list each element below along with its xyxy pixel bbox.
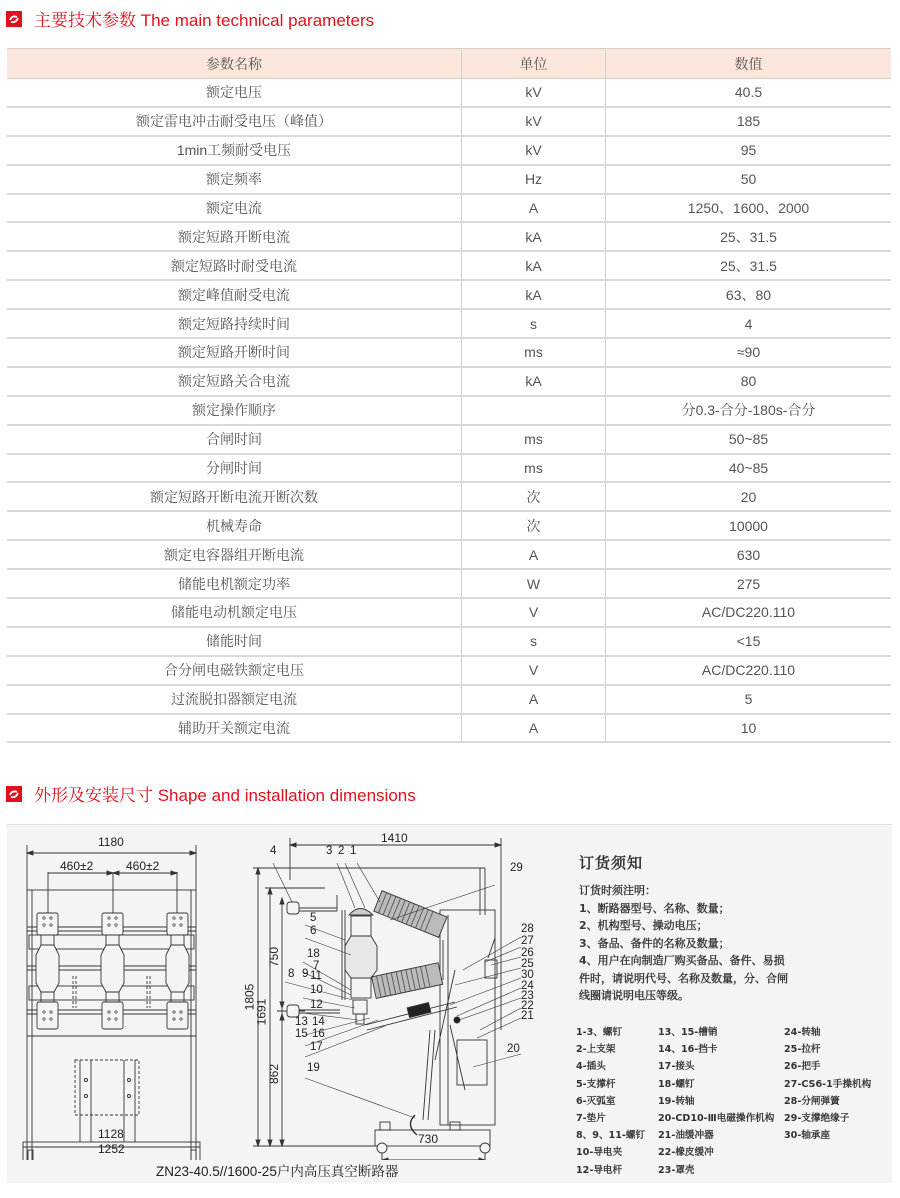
- section-marker-icon: [6, 11, 22, 27]
- param-unit-cell: kA: [462, 222, 606, 251]
- parts-legend-item: 18-螺钉: [658, 1078, 695, 1090]
- parts-legend-item: 7-垫片: [576, 1112, 606, 1124]
- column-header-unit: 单位: [462, 49, 606, 79]
- table-row: [7, 107, 891, 136]
- param-value-cell: 630: [606, 540, 892, 569]
- ordering-notes-title: 订货须知: [579, 854, 644, 872]
- table-row: [7, 454, 891, 483]
- param-unit-cell: A: [462, 194, 606, 223]
- param-value-cell: 4: [606, 309, 892, 338]
- param-value-cell: 分0.3-合分-180s-合分: [606, 396, 892, 425]
- param-name-cell: 额定短路时耐受电流: [7, 251, 462, 280]
- parts-legend-item: 19-转轴: [658, 1095, 695, 1107]
- table-row: [7, 338, 891, 367]
- param-value-cell: AC/DC220.110: [606, 656, 892, 685]
- table-row: [7, 685, 891, 714]
- param-unit-cell: kA: [462, 280, 606, 309]
- callout: 29: [510, 862, 523, 874]
- callout: 2: [338, 845, 345, 857]
- param-unit-cell: ms: [462, 454, 606, 483]
- table-row: [7, 251, 891, 280]
- callout: 21: [521, 1010, 534, 1022]
- dim-pole-spacing-right: 460±2: [126, 859, 160, 873]
- dim-depth: 1410: [381, 831, 408, 845]
- dim-height-total: 1805: [242, 983, 257, 1011]
- callout: 17: [310, 1041, 323, 1053]
- param-value-cell: ≈90: [606, 338, 892, 367]
- table-row: [7, 165, 891, 194]
- parts-legend-item: 6-灭弧室: [576, 1095, 616, 1107]
- param-value-cell: AC/DC220.110: [606, 598, 892, 627]
- dim-wheel-base: 730: [418, 1132, 439, 1146]
- callout: 19: [307, 1062, 320, 1074]
- param-unit-cell: kV: [462, 79, 606, 107]
- parts-legend-item: 30-轴承座: [784, 1130, 831, 1142]
- parts-legend-item: 21-油缓冲器: [658, 1130, 714, 1142]
- param-value-cell: 25、31.5: [606, 251, 892, 280]
- table-row: [7, 309, 891, 338]
- column-header-name: 参数名称: [7, 49, 462, 79]
- callout: 22: [521, 1000, 534, 1012]
- param-name-cell: 额定短路开断电流开断次数: [7, 482, 462, 511]
- param-value-cell: <15: [606, 627, 892, 656]
- param-value-cell: 25、31.5: [606, 222, 892, 251]
- param-name-cell: 额定频率: [7, 165, 462, 194]
- parts-legend-column: [576, 1024, 645, 1179]
- param-unit-cell: kV: [462, 136, 606, 165]
- param-name-cell: 辅助开关额定电流: [7, 714, 462, 743]
- param-unit-cell: kA: [462, 367, 606, 396]
- param-name-cell: 额定短路开断电流: [7, 222, 462, 251]
- callout: 25: [521, 958, 534, 970]
- callout: 30: [521, 969, 534, 981]
- table-row: [7, 714, 891, 743]
- table-row: [7, 222, 891, 251]
- dim-terminal-spacing: 750: [267, 946, 282, 968]
- param-name-cell: 储能电机额定功率: [7, 569, 462, 598]
- param-value-cell: 95: [606, 136, 892, 165]
- param-name-cell: 储能时间: [7, 627, 462, 656]
- param-name-cell: 额定短路关合电流: [7, 367, 462, 396]
- parameters-table: [7, 48, 891, 743]
- parts-legend-item: 8、9、11-螺钉: [576, 1130, 646, 1142]
- parts-legend-item: 29-支撑绝缘子: [784, 1112, 850, 1124]
- parts-legend: [576, 1024, 896, 1184]
- callout: 23: [521, 990, 534, 1002]
- ordering-notes: [579, 852, 879, 1005]
- param-unit-cell: kV: [462, 107, 606, 136]
- param-unit-cell: Hz: [462, 165, 606, 194]
- param-unit-cell: ms: [462, 338, 606, 367]
- param-value-cell: 10: [606, 714, 892, 743]
- parts-legend-item: 2-上支架: [576, 1044, 616, 1056]
- param-unit-cell: A: [462, 540, 606, 569]
- param-value-cell: 80: [606, 367, 892, 396]
- table-row: [7, 425, 891, 454]
- callout: 4: [270, 845, 277, 857]
- param-value-cell: 5: [606, 685, 892, 714]
- param-name-cell: 额定电容器组开断电流: [7, 540, 462, 569]
- ordering-note-line: 3、备品、备件的名称及数量；: [579, 936, 730, 950]
- param-value-cell: 20: [606, 482, 892, 511]
- parts-legend-column: [658, 1024, 774, 1179]
- callout: 9: [302, 968, 309, 980]
- callout: 14: [312, 1016, 325, 1028]
- param-unit-cell: V: [462, 656, 606, 685]
- parts-legend-item: 25-拉杆: [784, 1044, 821, 1056]
- callout: 5: [310, 912, 317, 924]
- param-value-cell: 275: [606, 569, 892, 598]
- param-unit-cell: 次: [462, 482, 606, 511]
- table-row: [7, 627, 891, 656]
- param-unit-cell: s: [462, 309, 606, 338]
- section-title-text: 外形及安装尺寸 Shape and installation dimensions: [34, 786, 416, 805]
- param-name-cell: 额定操作顺序: [7, 396, 462, 425]
- callout: 3: [326, 845, 333, 857]
- section-marker-icon: [6, 786, 22, 802]
- callout: 18: [307, 948, 320, 960]
- parts-legend-item: 27-CS6-1手操机构: [784, 1078, 872, 1090]
- parts-legend-item: 10-导电夹: [576, 1147, 623, 1159]
- ordering-note-line: 1、断路器型号、名称、数量；: [579, 901, 730, 915]
- param-name-cell: 合闸时间: [7, 425, 462, 454]
- param-name-cell: 储能电动机额定电压: [7, 598, 462, 627]
- param-value-cell: 50: [606, 165, 892, 194]
- param-unit-cell: [462, 396, 606, 425]
- dim-lower-terminal-height: 862: [267, 1063, 282, 1085]
- param-name-cell: 合分闸电磁铁额定电压: [7, 656, 462, 685]
- callout: 26: [521, 947, 534, 959]
- ordering-note-line: 2、机构型号、操动电压；: [579, 919, 708, 932]
- param-name-cell: 额定电压: [7, 79, 462, 107]
- parts-legend-item: 13、15-槽销: [658, 1027, 718, 1038]
- param-unit-cell: kA: [462, 251, 606, 280]
- callout: 16: [312, 1028, 325, 1040]
- section-title-dimensions: [6, 781, 416, 806]
- parts-legend-item: 14、16-挡卡: [658, 1044, 718, 1056]
- param-value-cell: 1250、1600、2000: [606, 194, 892, 223]
- table-row: [7, 280, 891, 309]
- param-name-cell: 过流脱扣器额定电流: [7, 685, 462, 714]
- table-row: [7, 194, 891, 223]
- parts-legend-item: 12-导电杆: [576, 1164, 623, 1176]
- table-row: [7, 136, 891, 165]
- parts-legend-item: 26-把手: [784, 1061, 821, 1073]
- param-unit-cell: ms: [462, 425, 606, 454]
- parts-legend-item: 22-橡皮缓冲: [658, 1147, 714, 1159]
- param-unit-cell: 次: [462, 511, 606, 540]
- param-unit-cell: W: [462, 569, 606, 598]
- dim-pole-spacing-left: 460±2: [60, 859, 94, 873]
- param-value-cell: 63、80: [606, 280, 892, 309]
- param-value-cell: 185: [606, 107, 892, 136]
- parts-legend-item: 20-CD10-Ⅲ电磁操作机构: [658, 1112, 775, 1124]
- table-row: [7, 511, 891, 540]
- param-unit-cell: V: [462, 598, 606, 627]
- callout: 13: [295, 1016, 308, 1028]
- column-header-value: 数值: [606, 49, 892, 79]
- parts-legend-item: 23-罩壳: [658, 1164, 695, 1176]
- parts-legend-item: 4-插头: [576, 1061, 606, 1073]
- param-unit-cell: A: [462, 685, 606, 714]
- drawing-caption: ZN23-40.5//1600-25户内高压真空断路器: [156, 1164, 399, 1179]
- callout: 24: [521, 980, 534, 992]
- table-row: [7, 598, 891, 627]
- parts-legend-item: 28-分闸弹簧: [784, 1095, 840, 1107]
- param-name-cell: 机械寿命: [7, 511, 462, 540]
- parts-legend-item: 17-接头: [658, 1061, 695, 1073]
- callout: 6: [310, 925, 317, 937]
- parts-legend-item: 24-转轴: [784, 1027, 821, 1038]
- side-view-drawing: [245, 830, 545, 1160]
- section-title-parameters: [6, 6, 374, 31]
- param-name-cell: 额定峰值耐受电流: [7, 280, 462, 309]
- parts-legend-item: 1-3、螺钉: [576, 1027, 623, 1038]
- ordering-note-line: 件时，请说明代号、名称及数量，分、合闸: [579, 971, 788, 985]
- callout: 1: [350, 845, 357, 857]
- table-row: [7, 656, 891, 685]
- param-name-cell: 分闸时间: [7, 454, 462, 483]
- dim-overall-width: 1180: [98, 835, 124, 849]
- ordering-note-line: 订货时须注明：: [579, 884, 656, 897]
- table-row: [7, 396, 891, 425]
- callout: 8: [288, 968, 295, 980]
- callout: 11: [310, 970, 322, 982]
- table-row: [7, 482, 891, 511]
- dim-height-upper-terminal: 1691: [254, 998, 269, 1026]
- param-unit-cell: s: [462, 627, 606, 656]
- table-row: [7, 569, 891, 598]
- param-value-cell: 10000: [606, 511, 892, 540]
- table-header-row: [7, 49, 891, 79]
- callout: 28: [521, 923, 534, 935]
- section-title-text: 主要技术参数 The main technical parameters: [34, 11, 375, 30]
- callout: 20: [507, 1043, 520, 1055]
- table-row: [7, 367, 891, 396]
- param-value-cell: 50~85: [606, 425, 892, 454]
- parts-legend-column: [784, 1024, 871, 1144]
- callout: 7: [313, 960, 320, 972]
- ordering-note-line: 线圈请说明电压等级。: [579, 989, 689, 1002]
- param-name-cell: 额定电流: [7, 194, 462, 223]
- table-row: [7, 540, 891, 569]
- callout: 12: [310, 999, 323, 1011]
- table-row: [7, 79, 891, 107]
- param-name-cell: 额定短路开断时间: [7, 338, 462, 367]
- param-name-cell: 1min工频耐受电压: [7, 136, 462, 165]
- callout: 15: [295, 1028, 308, 1040]
- param-name-cell: 额定雷电冲击耐受电压（峰值）: [7, 107, 462, 136]
- dim-wheel-track: 1128: [98, 1127, 124, 1141]
- front-view-drawing: [20, 830, 220, 1160]
- param-unit-cell: A: [462, 714, 606, 743]
- callout: 10: [310, 984, 323, 996]
- parts-legend-item: 5-支撑杆: [576, 1078, 616, 1090]
- ordering-note-line: 4、用户在向制造厂购买备品、备件、易损: [579, 954, 785, 967]
- param-value-cell: 40.5: [606, 79, 892, 107]
- param-value-cell: 40~85: [606, 454, 892, 483]
- param-name-cell: 额定短路持续时间: [7, 309, 462, 338]
- callout: 27: [521, 935, 534, 947]
- dim-base-width: 1252: [98, 1142, 125, 1156]
